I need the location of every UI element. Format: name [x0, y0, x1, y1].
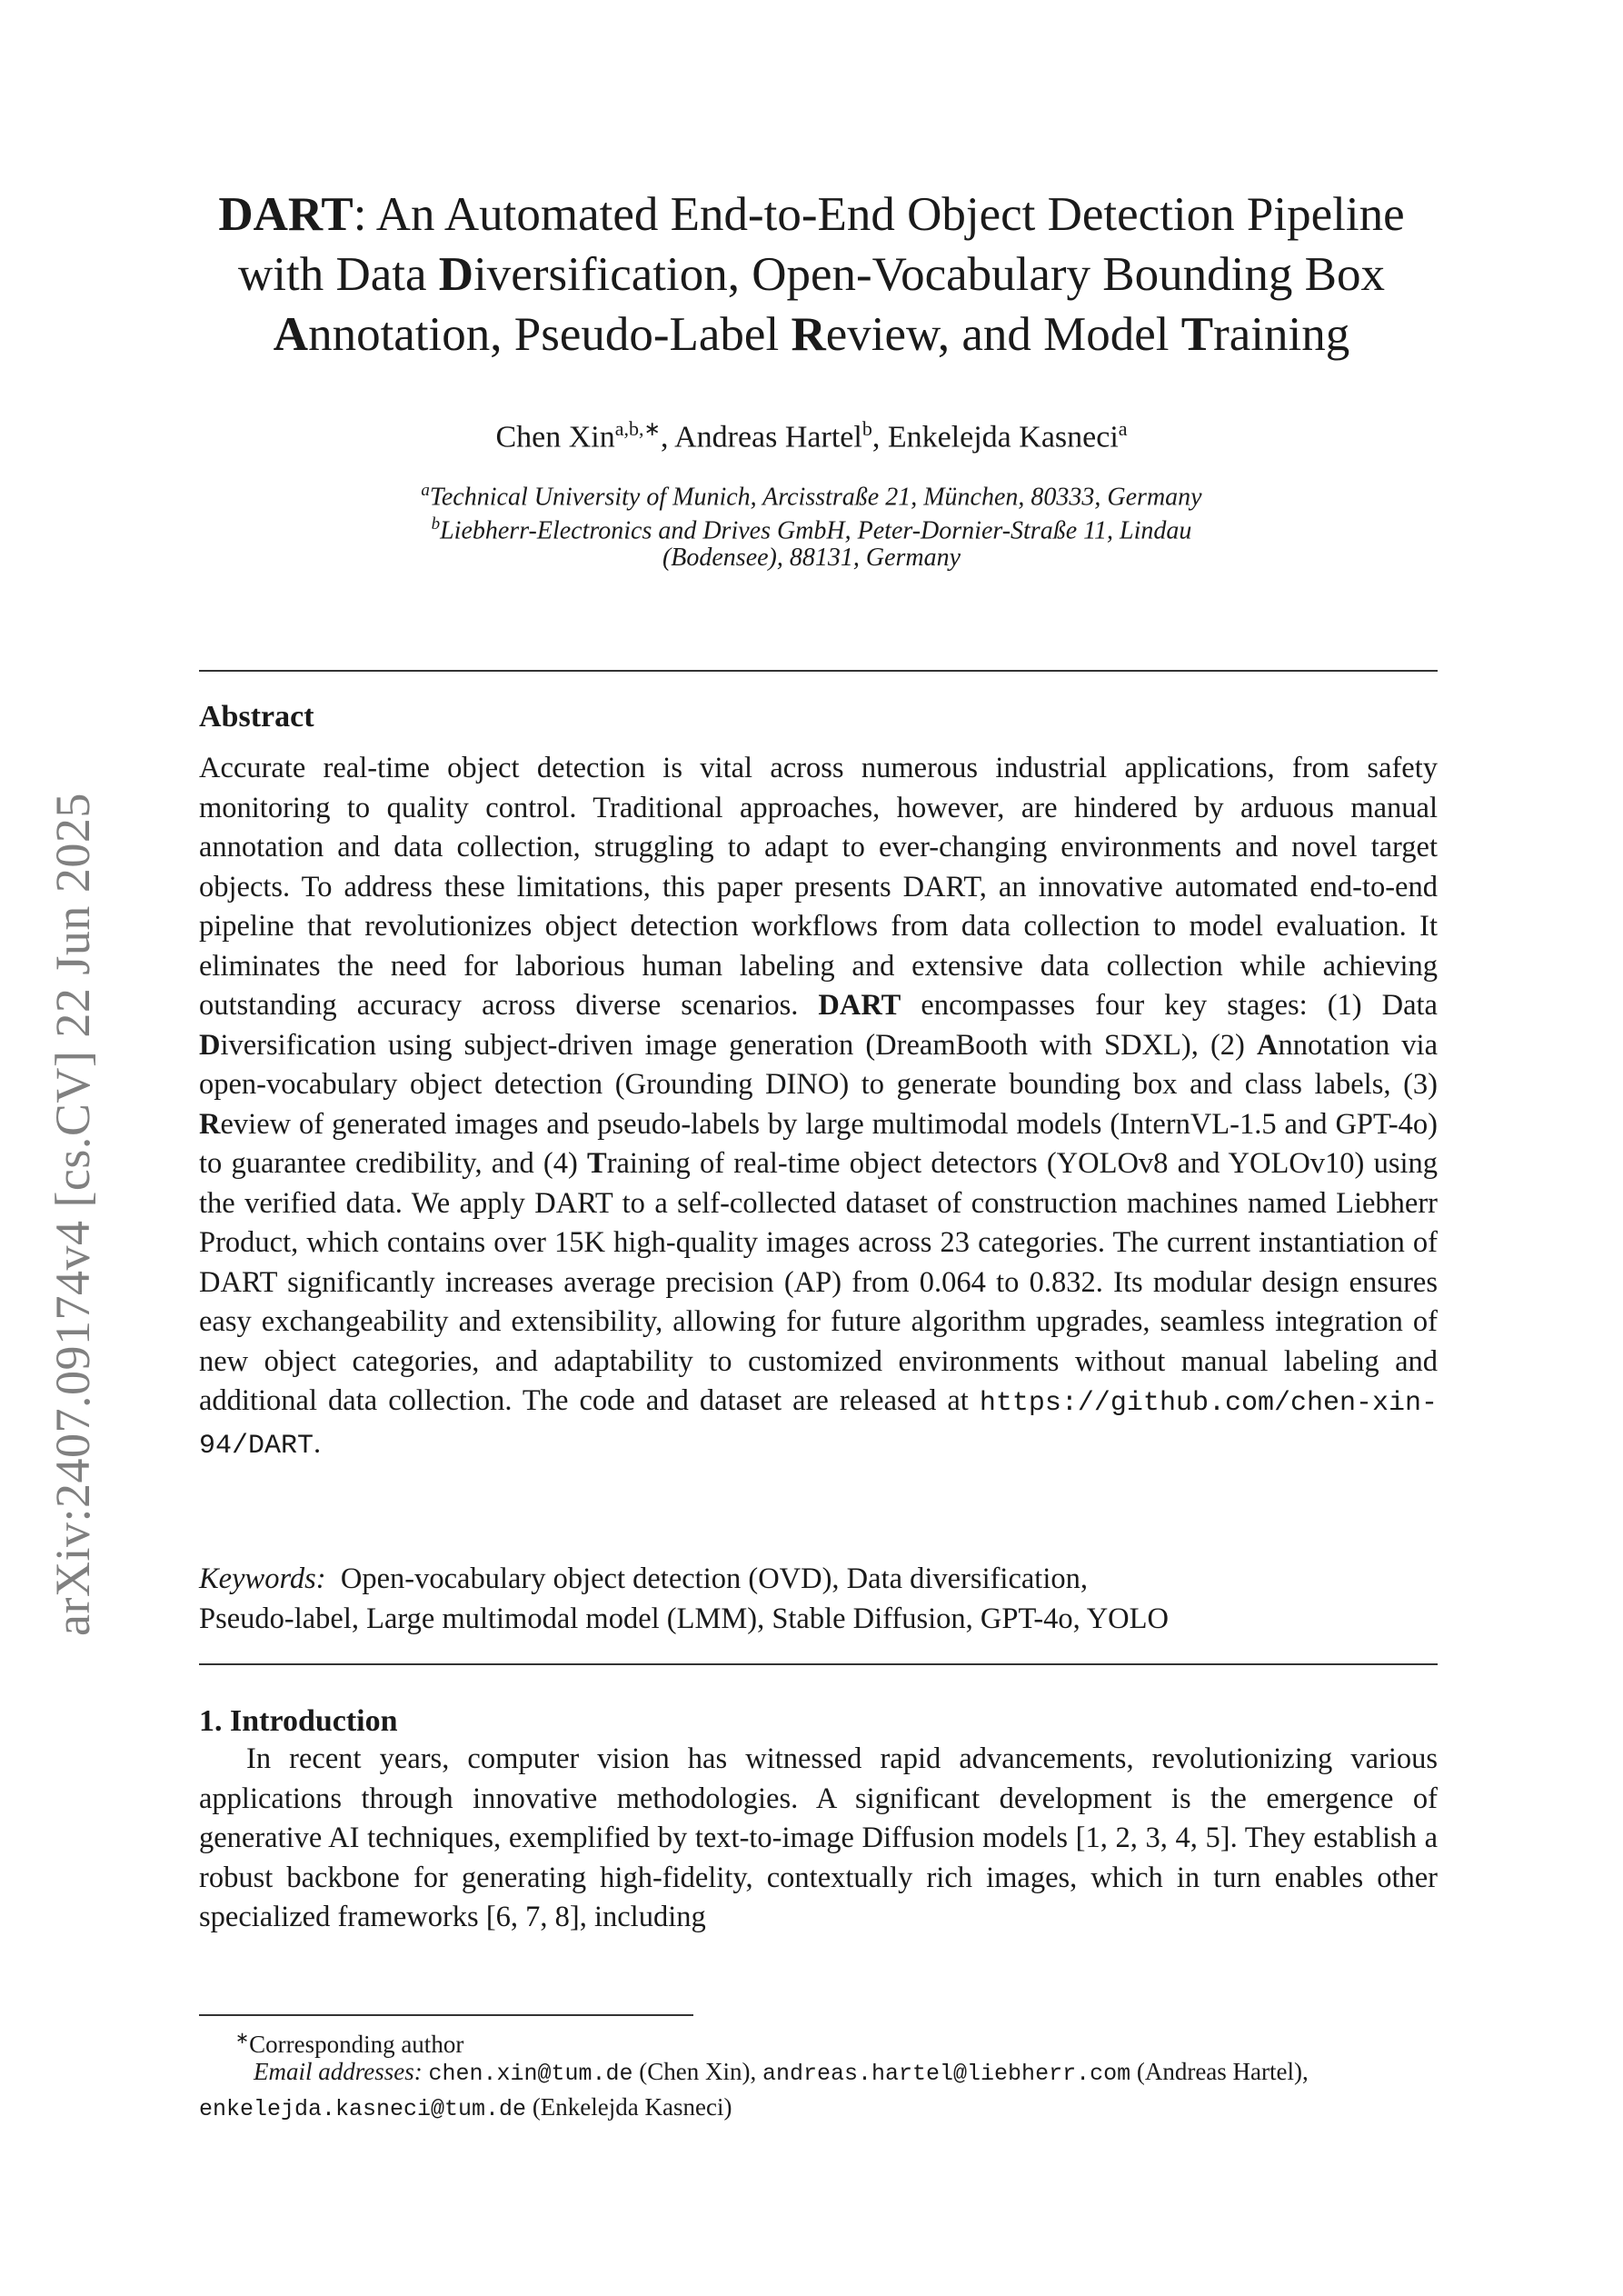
author-list: Chen Xin$^{a,b,∗}$, Andreas Hartel$^b$, Enkelejda Kasneci$^a$: [495, 417, 1128, 454]
arxiv-identifier: arXiv:2407.09174v4 [cs.CV] 22 Jun 2025: [45, 793, 100, 1636]
footnote-rule: [199, 2014, 693, 2016]
author-name: Andreas Hartel: [674, 420, 862, 454]
abstract-top-rule: [199, 670, 1438, 672]
affiliation-a: $^a$Technical University of Munich, Arcisstraße 21, München, 80333, Germany: [421, 481, 1202, 512]
abstract-heading: Abstract: [199, 700, 314, 734]
author-name: Enkelejda Kasneci: [887, 420, 1119, 454]
keywords-label: Keywords:: [199, 1562, 326, 1595]
abstract-bottom-rule: [199, 1663, 1438, 1665]
footnote-emails: Email addresses: chen.xin@tum.de (Chen Xin), andreas.hartel@liebherr.com (Andreas Hartel), enkelejda.kasneci@tum.de (Enkelejda Kasneci): [199, 2058, 1309, 2122]
section-heading-introduction: 1. Introduction: [199, 1704, 398, 1738]
abstract-body: Accurate real-time object detection is vital across numerous industrial applications, from safety monitoring to quality control. Traditional approaches, however, are hindered by arduous manual annotation and data collection, struggling to adapt to ever-changing environments and novel target objects. To address these limitations, this paper presents DART, an innovative automated end-to-end pipeline that revolutionizes object detection workflows from data collection to model evaluation. It eliminates the need for laborious human labeling and extensive data collection while achieving outstanding accuracy across diverse scenarios. DART encompasses four key stages: (1) Data Diversification using subject-driven image generation (DreamBooth with SDXL), (2) Annotation via open-vocabulary object detection (Grounding DINO) to generate bounding box and class labels, (3) Review of generated images and pseudo-labels by large multimodal models (InternVL-1.5 and GPT-4o) to guarantee credibility, and (4) Training of real-time object detectors (YOLOv8 and YOLOv10) using the verified data. We apply DART to a self-collected dataset of construction machines named Liebherr Product, which contains over 15K high-quality images across 23 categories. The current instantiation of DART significantly increases average precision (AP) from 0.064 to 0.832. Its modular design ensures easy exchangeability and extensibility, allowing for future algorithm upgrades, seamless integration of new object categories, and adaptability to customized environments without manual labeling and additional data collection. The code and dataset are released at https://github.com/chen-xin-94/DART.: [199, 752, 1439, 1462]
paper-title: DART: An Automated End-to-End Object Detection Pipeline with Data Diversification, Open-Vocabulary Bounding Box Annotation, Pseudo-Label Review, and Model Training: [218, 188, 1405, 361]
affiliation-b-cont: (Bodensee), 88131, Germany: [662, 544, 961, 572]
introduction-paragraph: In recent years, computer vision has witnessed rapid advancements, revolutionizing various applications through innovative methodologies. A significant development is the emergence of generative AI techniques, exemplified by text-to-image Diffusion models [1, 2, 3, 4, 5]. They establish a robust backbone for generating high-fidelity, contextually rich images, which in turn enables other specialized frameworks [6, 7, 8], including: [199, 1742, 1438, 1933]
keywords: Keywords: Open-vocabulary object detection (OVD), Data diversification, Pseudo-label, Large multimodal model (LMM), Stable Diffusion, GPT-4o, YOLO: [199, 1562, 1169, 1635]
affiliation-b: $^b$Liebherr-Electronics and Drives GmbH, Peter-Dornier-Straße 11, Lindau: [431, 514, 1192, 545]
email-link[interactable]: andreas.hartel@liebherr.com: [762, 2061, 1131, 2087]
footnote-corresponding: ∗Corresponding author: [235, 2029, 464, 2058]
email-link[interactable]: enkelejda.kasneci@tum.de: [199, 2096, 527, 2122]
email-link[interactable]: chen.xin@tum.de: [428, 2061, 633, 2087]
author-name: Chen Xin: [495, 420, 615, 454]
code-repo-link[interactable]: https://github.com/chen-xin-94/DART: [199, 1388, 1438, 1462]
